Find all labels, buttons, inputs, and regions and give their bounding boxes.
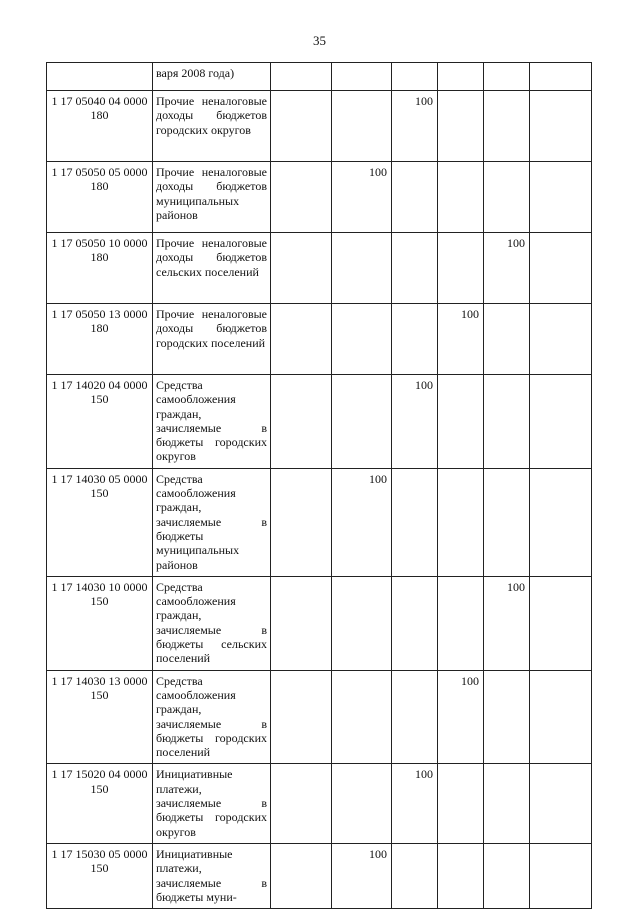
- description-cell: Средства самообложения граждан, зачисляемые в бюджеты сельских поселений: [153, 576, 271, 670]
- value-cell: [271, 843, 332, 908]
- value-cell: 100: [438, 304, 484, 375]
- value-cell: [392, 63, 438, 91]
- code-cell: 1 17 15030 05 0000 150: [47, 843, 153, 908]
- value-cell: [484, 304, 530, 375]
- value-cell: [438, 63, 484, 91]
- description-cell: Средства самообложения граждан, зачисляемые в бюджеты городских поселений: [153, 670, 271, 764]
- value-cell: [332, 91, 392, 162]
- value-cell: [484, 670, 530, 764]
- value-cell: 100: [332, 162, 392, 233]
- value-cell: [438, 576, 484, 670]
- value-cell: [271, 91, 332, 162]
- value-cell: [530, 162, 592, 233]
- value-cell: [332, 233, 392, 304]
- value-cell: 100: [392, 91, 438, 162]
- value-cell: [438, 233, 484, 304]
- value-cell: 100: [484, 576, 530, 670]
- value-cell: [332, 304, 392, 375]
- value-cell: [271, 576, 332, 670]
- code-cell: 1 17 14020 04 0000 150: [47, 375, 153, 469]
- value-cell: [530, 670, 592, 764]
- description-cell: Прочие неналоговые доходы бюджетов сельских поселений: [153, 233, 271, 304]
- value-cell: [438, 764, 484, 843]
- value-cell: [392, 670, 438, 764]
- value-cell: [484, 375, 530, 469]
- value-cell: [332, 375, 392, 469]
- description-cell: Прочие неналоговые доходы бюджетов городских округов: [153, 91, 271, 162]
- value-cell: [392, 233, 438, 304]
- description-cell: Средства самообложения граждан, зачисляемые в бюджеты городских округов: [153, 375, 271, 469]
- value-cell: [392, 468, 438, 576]
- code-cell: 1 17 14030 10 0000 150: [47, 576, 153, 670]
- table-row: [47, 233, 592, 304]
- value-cell: [392, 162, 438, 233]
- description-cell: Инициативные платежи, зачисляемые в бюджеты муни-: [153, 843, 271, 908]
- code-cell: 1 17 05050 10 0000 180: [47, 233, 153, 304]
- value-cell: [332, 670, 392, 764]
- value-cell: [392, 304, 438, 375]
- table-row: [47, 375, 592, 469]
- table-row: [47, 764, 592, 843]
- description-cell: Инициативные платежи, зачисляемые в бюджеты городских округов: [153, 764, 271, 843]
- table-row: [47, 162, 592, 233]
- value-cell: [271, 233, 332, 304]
- value-cell: 100: [438, 670, 484, 764]
- code-cell: 1 17 05040 04 0000 180: [47, 91, 153, 162]
- table-row: [47, 91, 592, 162]
- code-cell: 1 17 14030 13 0000 150: [47, 670, 153, 764]
- table-row: [47, 468, 592, 576]
- value-cell: [271, 162, 332, 233]
- value-cell: [271, 375, 332, 469]
- value-cell: 100: [332, 468, 392, 576]
- table-row: [47, 576, 592, 670]
- code-cell: 1 17 05050 05 0000 180: [47, 162, 153, 233]
- value-cell: [271, 764, 332, 843]
- value-cell: [484, 468, 530, 576]
- value-cell: [530, 304, 592, 375]
- value-cell: [484, 91, 530, 162]
- value-cell: [438, 468, 484, 576]
- value-cell: [392, 843, 438, 908]
- value-cell: 100: [392, 375, 438, 469]
- budget-table: [46, 62, 592, 909]
- value-cell: [530, 91, 592, 162]
- value-cell: [438, 91, 484, 162]
- code-cell: 1 17 05050 13 0000 180: [47, 304, 153, 375]
- code-cell: 1 17 14030 05 0000 150: [47, 468, 153, 576]
- code-cell: 1 17 15020 04 0000 150: [47, 764, 153, 843]
- description-cell: Прочие неналоговые доходы бюджетов муниципальных районов: [153, 162, 271, 233]
- value-cell: [271, 304, 332, 375]
- value-cell: [484, 843, 530, 908]
- value-cell: 100: [392, 764, 438, 843]
- value-cell: [438, 375, 484, 469]
- value-cell: [271, 468, 332, 576]
- value-cell: [530, 375, 592, 469]
- value-cell: [530, 468, 592, 576]
- description-cell: Средства самообложения граждан, зачисляемые в бюджеты муниципальных районов: [153, 468, 271, 576]
- value-cell: [530, 843, 592, 908]
- value-cell: [484, 162, 530, 233]
- value-cell: [530, 576, 592, 670]
- value-cell: [530, 233, 592, 304]
- table-row: [47, 843, 592, 908]
- table-row: [47, 670, 592, 764]
- value-cell: [438, 162, 484, 233]
- value-cell: [271, 670, 332, 764]
- value-cell: [332, 576, 392, 670]
- value-cell: [530, 764, 592, 843]
- value-cell: [484, 764, 530, 843]
- value-cell: [332, 764, 392, 843]
- value-cell: [438, 843, 484, 908]
- value-cell: [392, 576, 438, 670]
- description-cell: Прочие неналоговые доходы бюджетов городских поселений: [153, 304, 271, 375]
- code-cell: [47, 63, 153, 91]
- value-cell: [332, 63, 392, 91]
- description-cell: варя 2008 года): [153, 63, 271, 91]
- value-cell: 100: [484, 233, 530, 304]
- value-cell: 100: [332, 843, 392, 908]
- value-cell: [271, 63, 332, 91]
- value-cell: [484, 63, 530, 91]
- page-number: 35: [313, 33, 326, 48]
- value-cell: [530, 63, 592, 91]
- table-row: [47, 63, 592, 91]
- table-row: [47, 304, 592, 375]
